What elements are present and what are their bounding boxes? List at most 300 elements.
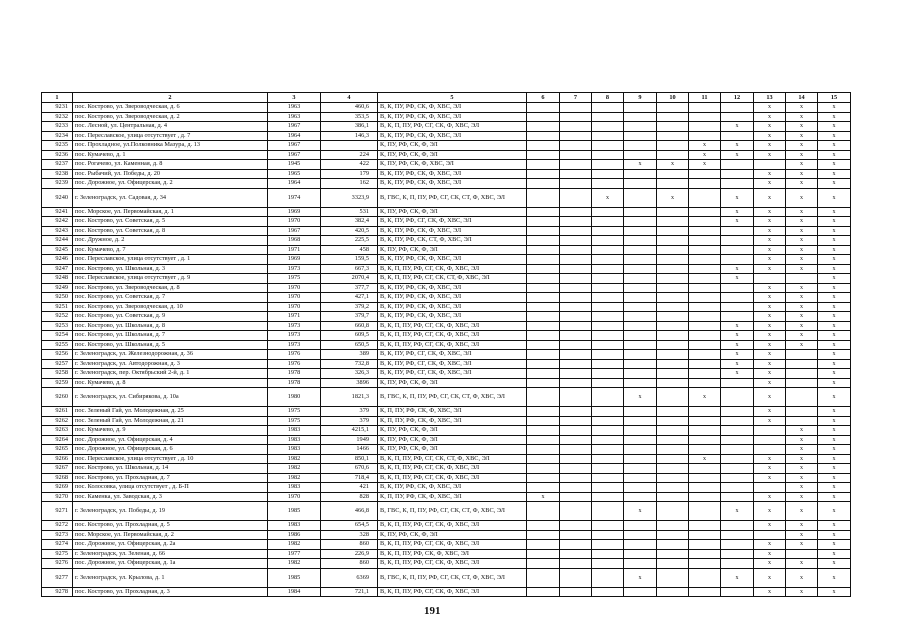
x-mark: x (800, 508, 803, 514)
mark-cell-col-8 (592, 331, 624, 341)
year-cell: 1971 (268, 245, 321, 255)
mark-cell-col-8 (592, 255, 624, 265)
mark-cell-col-15 (818, 483, 851, 493)
systems-cell: К, ПУ, РФ, СК, Ф, ХВС, ЭЛ (378, 160, 527, 170)
mark-cell-col-12 (721, 435, 754, 445)
mark-cell-col-9 (624, 302, 657, 312)
row-number: 9257 (42, 359, 73, 369)
mark-cell-col-15 (818, 521, 851, 531)
row-number: 9236 (42, 150, 73, 160)
address-cell: г. Зеленоградск, ул. Крылова, д. 1 (73, 568, 268, 587)
mark-cell-col-13 (754, 255, 786, 265)
mark-cell-col-15 (818, 530, 851, 540)
column-header-5: 5 (378, 93, 527, 103)
mark-cell-col-13 (754, 150, 786, 160)
systems-cell: В, К, ПУ, РФ, СК, Ф, ХВС, ЭЛ (378, 103, 527, 113)
row-number: 9234 (42, 131, 73, 141)
mark-cell-col-13 (754, 549, 786, 559)
x-mark: x (832, 484, 836, 491)
table-row (42, 283, 851, 293)
mark-cell-col-13 (754, 426, 786, 436)
mark-cell-col-6 (527, 141, 560, 151)
year-cell: 1970 (268, 302, 321, 312)
row-number: 9274 (42, 540, 73, 550)
mark-cell-col-9 (624, 103, 657, 113)
year-cell: 1982 (268, 540, 321, 550)
mark-cell-col-13 (754, 245, 786, 255)
mark-cell-col-10 (657, 473, 689, 483)
address-cell: пос. Дорожное, ул. Офицерская, д. 2 (73, 179, 268, 189)
year-cell: 1970 (268, 293, 321, 303)
mark-cell-col-11 (689, 521, 721, 531)
address-cell: пос. Рогачево, ул. Каменная, д. 8 (73, 160, 268, 170)
table-row (42, 226, 851, 236)
x-mark: x (832, 531, 836, 538)
mark-cell-col-11 (689, 188, 721, 207)
mark-cell-col-12 (721, 283, 754, 293)
row-number: 9235 (42, 141, 73, 151)
row-number: 9248 (42, 274, 73, 284)
table-row (42, 150, 851, 160)
table-row (42, 236, 851, 246)
systems-cell: В, ГВС, К, П, ПУ, РФ, СГ, СК, СТ, Ф, ХВС, ЭЛ (378, 568, 527, 587)
mark-cell-col-8 (592, 378, 624, 388)
mark-cell-col-7 (560, 435, 592, 445)
mark-cell-col-6 (527, 587, 560, 597)
mark-cell-col-9 (624, 340, 657, 350)
area-cell: 1949 (321, 435, 378, 445)
mark-cell-col-6 (527, 103, 560, 113)
mark-cell-col-12 (721, 388, 754, 407)
x-mark: x (800, 161, 803, 168)
mark-cell-col-7 (560, 549, 592, 559)
mark-cell-col-9 (624, 445, 657, 455)
mark-cell-col-7 (560, 492, 592, 502)
row-number: 9252 (42, 312, 73, 322)
x-mark: x (832, 208, 836, 215)
x-mark: x (800, 493, 803, 500)
x-mark: x (800, 574, 803, 581)
address-cell: пос. Дорожное, ул. Офицерская, д. 2а (73, 540, 268, 550)
mark-cell-col-7 (560, 293, 592, 303)
mark-cell-col-6 (527, 559, 560, 569)
x-mark: x (800, 541, 803, 548)
mark-cell-col-14 (786, 549, 818, 559)
mark-cell-col-9 (624, 407, 657, 417)
mark-cell-col-15 (818, 245, 851, 255)
mark-cell-col-8 (592, 369, 624, 379)
x-mark: x (768, 237, 771, 244)
mark-cell-col-9 (624, 388, 657, 407)
x-mark: x (671, 194, 674, 201)
x-mark: x (832, 493, 836, 500)
mark-cell-col-13 (754, 530, 786, 540)
row-number: 9232 (42, 112, 73, 122)
mark-cell-col-10 (657, 293, 689, 303)
row-number: 9247 (42, 264, 73, 274)
area-cell: 1466 (321, 445, 378, 455)
mark-cell-col-11 (689, 435, 721, 445)
mark-cell-col-15 (818, 369, 851, 379)
table-row (42, 255, 851, 265)
table-row (42, 169, 851, 179)
x-mark: x (800, 104, 803, 111)
address-cell: пос. Лесной, ул. Центральная, д. 4 (73, 122, 268, 132)
systems-cell: В, К, П, ПУ, РФ, СК, Ф, ХВС, ЭЛ (378, 549, 527, 559)
mark-cell-col-14 (786, 141, 818, 151)
row-number: 9256 (42, 350, 73, 360)
area-cell: 860 (321, 540, 378, 550)
year-cell: 1983 (268, 483, 321, 493)
mark-cell-col-7 (560, 312, 592, 322)
mark-cell-col-8 (592, 217, 624, 227)
address-cell: пос. Рыбачий, ул. Победы, д. 20 (73, 169, 268, 179)
mark-cell-col-13 (754, 131, 786, 141)
mark-cell-col-10 (657, 283, 689, 293)
x-mark: x (638, 508, 642, 514)
mark-cell-col-11 (689, 483, 721, 493)
mark-cell-col-11 (689, 122, 721, 132)
x-mark: x (832, 294, 836, 301)
mark-cell-col-9 (624, 559, 657, 569)
mark-cell-col-14 (786, 302, 818, 312)
year-cell: 1967 (268, 122, 321, 132)
mark-cell-col-8 (592, 131, 624, 141)
x-mark: x (832, 379, 836, 386)
mark-cell-col-6 (527, 331, 560, 341)
x-mark: x (768, 455, 771, 462)
systems-cell: К, ПУ, РФ, СК, Ф, ЭЛ (378, 530, 527, 540)
year-cell: 1963 (268, 103, 321, 113)
mark-cell-col-9 (624, 321, 657, 331)
x-mark: x (832, 522, 836, 529)
year-cell: 1971 (268, 312, 321, 322)
x-mark: x (800, 294, 803, 301)
x-mark: x (832, 104, 836, 111)
area-cell: 667,3 (321, 264, 378, 274)
mark-cell-col-12 (721, 483, 754, 493)
x-mark: x (832, 550, 836, 557)
mark-cell-col-7 (560, 559, 592, 569)
mark-cell-col-12 (721, 131, 754, 141)
mark-cell-col-12 (721, 568, 754, 587)
mark-cell-col-14 (786, 530, 818, 540)
mark-cell-col-7 (560, 302, 592, 312)
row-number: 9260 (42, 388, 73, 407)
x-mark: x (800, 588, 803, 595)
mark-cell-col-14 (786, 369, 818, 379)
x-mark: x (735, 332, 739, 339)
table-row (42, 407, 851, 417)
mark-cell-col-12 (721, 245, 754, 255)
x-mark: x (800, 113, 803, 120)
row-number: 9250 (42, 293, 73, 303)
mark-cell-col-7 (560, 483, 592, 493)
x-mark: x (800, 465, 803, 472)
mark-cell-col-11 (689, 445, 721, 455)
mark-cell-col-10 (657, 407, 689, 417)
systems-cell: В, К, П, ПУ, РФ, СГ, СК, Ф, ХВС, ЭЛ (378, 559, 527, 569)
year-cell: 1970 (268, 283, 321, 293)
row-number: 9261 (42, 407, 73, 417)
mark-cell-col-14 (786, 188, 818, 207)
mark-cell-col-11 (689, 416, 721, 426)
mark-cell-col-8 (592, 207, 624, 217)
column-header-15: 15 (818, 93, 851, 103)
column-header-10: 10 (657, 93, 689, 103)
address-cell: пос. Кумачево, д. 1 (73, 150, 268, 160)
mark-cell-col-11 (689, 454, 721, 464)
mark-cell-col-8 (592, 540, 624, 550)
mark-cell-col-13 (754, 454, 786, 464)
mark-cell-col-15 (818, 131, 851, 141)
mark-cell-col-13 (754, 103, 786, 113)
systems-cell: В, К, П, ПУ, РФ, СГ, СК, Ф, ХВС, ЭЛ (378, 464, 527, 474)
area-cell: 379,2 (321, 302, 378, 312)
mark-cell-col-10 (657, 445, 689, 455)
year-cell: 1975 (268, 407, 321, 417)
x-mark: x (703, 151, 706, 158)
year-cell: 1986 (268, 530, 321, 540)
year-cell: 1982 (268, 454, 321, 464)
column-header-7: 7 (560, 93, 592, 103)
mark-cell-col-14 (786, 131, 818, 141)
mark-cell-col-9 (624, 587, 657, 597)
mark-cell-col-15 (818, 340, 851, 350)
systems-cell: В, К, П, ПУ, РФ, СГ, СК, СТ, Ф, ХВС, ЭЛ (378, 274, 527, 284)
mark-cell-col-14 (786, 264, 818, 274)
year-cell: 1973 (268, 321, 321, 331)
x-mark: x (832, 123, 836, 130)
x-mark: x (832, 360, 836, 367)
year-cell: 1969 (268, 255, 321, 265)
table-row (42, 331, 851, 341)
mark-cell-col-12 (721, 473, 754, 483)
row-number: 9241 (42, 207, 73, 217)
area-cell: 353,5 (321, 112, 378, 122)
x-mark: x (768, 541, 771, 548)
row-number: 9244 (42, 236, 73, 246)
mark-cell-col-8 (592, 407, 624, 417)
year-cell: 1985 (268, 568, 321, 587)
mark-cell-col-7 (560, 217, 592, 227)
table-row (42, 217, 851, 227)
address-cell: пос. Морское, ул. Первомайская, д. 1 (73, 207, 268, 217)
mark-cell-col-6 (527, 302, 560, 312)
area-cell: 850,1 (321, 454, 378, 464)
mark-cell-col-6 (527, 492, 560, 502)
mark-cell-col-6 (527, 445, 560, 455)
address-cell: г. Зеленоградск, ул. Победы, д. 19 (73, 502, 268, 521)
area-cell: 609,5 (321, 331, 378, 341)
systems-cell: В, К, ПУ, РФ, СГ, СК, Ф, ХВС, ЭЛ (378, 359, 527, 369)
area-cell (321, 141, 378, 151)
mark-cell-col-7 (560, 150, 592, 160)
mark-cell-col-10 (657, 559, 689, 569)
mark-cell-col-7 (560, 464, 592, 474)
x-mark: x (800, 170, 803, 177)
mark-cell-col-11 (689, 207, 721, 217)
mark-cell-col-6 (527, 378, 560, 388)
x-mark: x (800, 560, 803, 567)
mark-cell-col-6 (527, 274, 560, 284)
mark-cell-col-13 (754, 331, 786, 341)
area-cell: 379 (321, 416, 378, 426)
mark-cell-col-13 (754, 188, 786, 207)
mark-cell-col-12 (721, 502, 754, 521)
mark-cell-col-7 (560, 359, 592, 369)
mark-cell-col-10 (657, 179, 689, 189)
year-cell: 1983 (268, 521, 321, 531)
area-cell: 162 (321, 179, 378, 189)
mark-cell-col-13 (754, 568, 786, 587)
column-header-13: 13 (754, 93, 786, 103)
mark-cell-col-7 (560, 141, 592, 151)
x-mark: x (768, 142, 771, 149)
mark-cell-col-8 (592, 302, 624, 312)
x-mark: x (800, 522, 803, 529)
row-number: 9258 (42, 369, 73, 379)
mark-cell-col-9 (624, 454, 657, 464)
mark-cell-col-12 (721, 350, 754, 360)
x-mark: x (800, 123, 803, 130)
mark-cell-col-8 (592, 426, 624, 436)
mark-cell-col-7 (560, 122, 592, 132)
row-number: 9263 (42, 426, 73, 436)
systems-cell: В, К, ПУ, РФ, СК, Ф, ХВС, ЭЛ (378, 226, 527, 236)
year-cell: 1973 (268, 340, 321, 350)
mark-cell-col-14 (786, 122, 818, 132)
mark-cell-col-13 (754, 340, 786, 350)
mark-cell-col-11 (689, 112, 721, 122)
mark-cell-col-9 (624, 217, 657, 227)
row-number: 9259 (42, 378, 73, 388)
year-cell: 1983 (268, 445, 321, 455)
mark-cell-col-13 (754, 407, 786, 417)
mark-cell-col-13 (754, 302, 786, 312)
mark-cell-col-10 (657, 340, 689, 350)
mark-cell-col-8 (592, 502, 624, 521)
x-mark: x (800, 484, 803, 491)
mark-cell-col-12 (721, 141, 754, 151)
mark-cell-col-12 (721, 255, 754, 265)
mark-cell-col-13 (754, 283, 786, 293)
mark-cell-col-9 (624, 473, 657, 483)
address-cell: пос. Переславское, улица отсутствует , д. 7 (73, 131, 268, 141)
mark-cell-col-13 (754, 435, 786, 445)
mark-cell-col-14 (786, 359, 818, 369)
x-mark: x (832, 161, 836, 168)
mark-cell-col-11 (689, 464, 721, 474)
year-cell: 1982 (268, 559, 321, 569)
area-cell: 1821,3 (321, 388, 378, 407)
address-cell: пос. Колосовка, улица отсутствует , д. Б-П (73, 483, 268, 493)
address-cell: пос. Кумачево, д. 7 (73, 245, 268, 255)
systems-cell: В, К, П, ПУ, РФ, СГ, СК, Ф, ХВС, ЭЛ (378, 122, 527, 132)
address-cell: пос. Кострово, ул. Звероводческая, д. 10 (73, 302, 268, 312)
x-mark: x (832, 313, 836, 320)
row-number: 9278 (42, 587, 73, 597)
mark-cell-col-11 (689, 378, 721, 388)
x-mark: x (832, 341, 836, 348)
mark-cell-col-15 (818, 587, 851, 597)
mark-cell-col-10 (657, 226, 689, 236)
x-mark: x (832, 227, 836, 234)
mark-cell-col-8 (592, 416, 624, 426)
row-number: 9254 (42, 331, 73, 341)
mark-cell-col-14 (786, 559, 818, 569)
mark-cell-col-6 (527, 407, 560, 417)
x-mark: x (541, 493, 545, 500)
x-mark: x (800, 322, 803, 329)
x-mark: x (832, 332, 836, 339)
mark-cell-col-9 (624, 483, 657, 493)
year-cell: 1982 (268, 464, 321, 474)
mark-cell-col-13 (754, 112, 786, 122)
mark-cell-col-12 (721, 122, 754, 132)
mark-cell-col-6 (527, 388, 560, 407)
area-cell: 721,1 (321, 587, 378, 597)
area-cell: 828 (321, 492, 378, 502)
area-cell: 4215,1 (321, 426, 378, 436)
x-mark: x (735, 351, 739, 358)
mark-cell-col-11 (689, 540, 721, 550)
mark-cell-col-9 (624, 568, 657, 587)
address-cell: г. Зеленоградск, ул. Сибирякова, д. 10а (73, 388, 268, 407)
mark-cell-col-15 (818, 150, 851, 160)
row-number: 9264 (42, 435, 73, 445)
area-cell: 422 (321, 160, 378, 170)
mark-cell-col-15 (818, 236, 851, 246)
mark-cell-col-8 (592, 321, 624, 331)
mark-cell-col-9 (624, 179, 657, 189)
systems-cell: К, ПУ, РФ, СК, Ф, ЭЛ (378, 207, 527, 217)
mark-cell-col-10 (657, 521, 689, 531)
x-mark: x (638, 161, 642, 168)
table-row (42, 350, 851, 360)
x-mark: x (800, 208, 803, 215)
mark-cell-col-10 (657, 587, 689, 597)
x-mark: x (735, 322, 739, 329)
mark-cell-col-9 (624, 492, 657, 502)
address-cell: г. Зеленоградск, ул. Зеленая, д. 66 (73, 549, 268, 559)
table-row (42, 587, 851, 597)
address-cell: пос. Кострово, ул. Школьная, д. 8 (73, 321, 268, 331)
mark-cell-col-10 (657, 350, 689, 360)
address-cell: пос. Дорожное, ул. Офицерская, д. 6 (73, 445, 268, 455)
mark-cell-col-15 (818, 283, 851, 293)
mark-cell-col-11 (689, 131, 721, 141)
mark-cell-col-15 (818, 293, 851, 303)
x-mark: x (832, 275, 836, 282)
systems-cell: В, К, ПУ, РФ, СК, СТ, Ф, ХВС, ЭЛ (378, 236, 527, 246)
year-cell: 1976 (268, 350, 321, 360)
mark-cell-col-8 (592, 141, 624, 151)
mark-cell-col-9 (624, 245, 657, 255)
area-cell: 3896 (321, 378, 378, 388)
x-mark: x (832, 322, 836, 329)
table-row (42, 112, 851, 122)
x-mark: x (768, 351, 771, 358)
area-cell: 718,4 (321, 473, 378, 483)
x-mark: x (832, 465, 836, 472)
x-mark: x (768, 104, 771, 111)
mark-cell-col-15 (818, 445, 851, 455)
area-cell: 3323,9 (321, 188, 378, 207)
area-cell: 420,5 (321, 226, 378, 236)
x-mark: x (832, 408, 836, 415)
mark-cell-col-12 (721, 359, 754, 369)
